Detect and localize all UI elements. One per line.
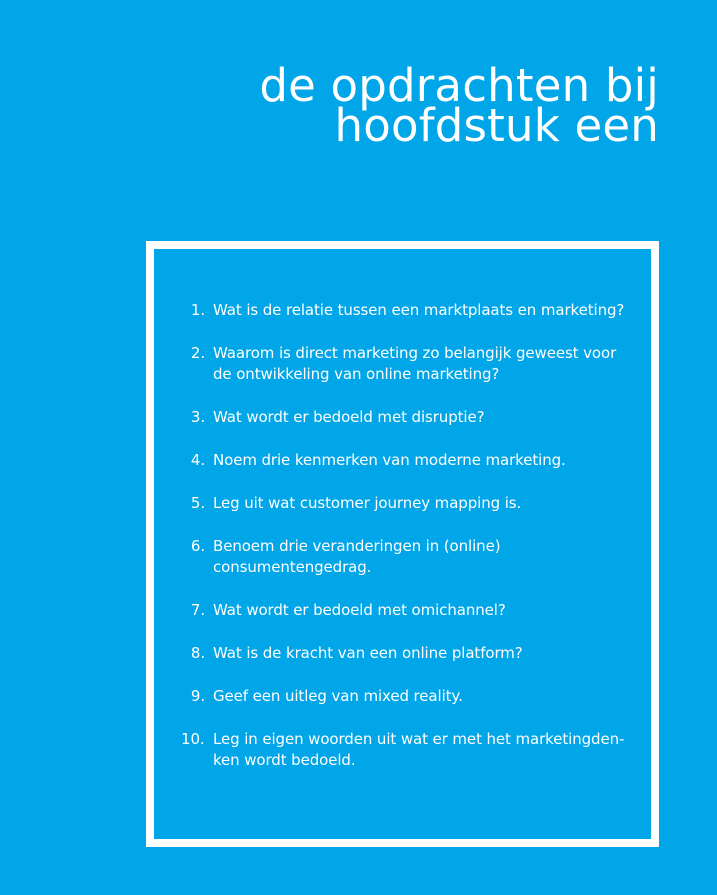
question-text: Benoem drie veranderingen in (online) consumentengedrag. xyxy=(213,537,501,576)
question-number: 6. xyxy=(190,537,205,555)
question-number: 8. xyxy=(190,644,205,662)
question-item xyxy=(179,407,629,428)
question-text: Noem drie kenmerken van moderne marketing. xyxy=(213,451,566,469)
question-text: Leg in eigen woorden uit wat er met het marketingden-ken wordt bedoeld. xyxy=(213,730,625,769)
question-number: 10. xyxy=(181,730,205,748)
title-line-1: de opdrachten bij xyxy=(259,59,659,112)
question-item xyxy=(179,450,629,471)
question-number: 1. xyxy=(190,301,205,319)
question-item xyxy=(179,600,629,621)
question-text: Wat is de relatie tussen een marktplaats en marketing? xyxy=(213,301,625,319)
question-item xyxy=(179,343,629,385)
question-number: 5. xyxy=(190,494,205,512)
question-text: Geef een uitleg van mixed reality. xyxy=(213,687,463,705)
question-text: Leg uit wat customer journey mapping is. xyxy=(213,494,522,512)
question-item xyxy=(179,300,629,321)
question-number: 2. xyxy=(190,344,205,362)
questions-list xyxy=(179,300,629,793)
question-text: Wat wordt er bedoeld met disruptie? xyxy=(213,408,485,426)
page-title xyxy=(259,59,659,152)
question-item xyxy=(179,536,629,578)
question-number: 4. xyxy=(190,451,205,469)
question-text: Waarom is direct marketing zo belangijk geweest voor de ontwikkeling van online marketing? xyxy=(213,344,617,383)
title-line-2: hoofdstuk een xyxy=(334,99,659,152)
question-number: 9. xyxy=(190,687,205,705)
question-text: Wat wordt er bedoeld met omichannel? xyxy=(213,601,506,619)
question-number: 3. xyxy=(190,408,205,426)
question-item xyxy=(179,643,629,664)
question-item xyxy=(179,686,629,707)
question-text: Wat is de kracht van een online platform? xyxy=(213,644,523,662)
question-item xyxy=(179,729,629,771)
question-number: 7. xyxy=(190,601,205,619)
question-item xyxy=(179,493,629,514)
